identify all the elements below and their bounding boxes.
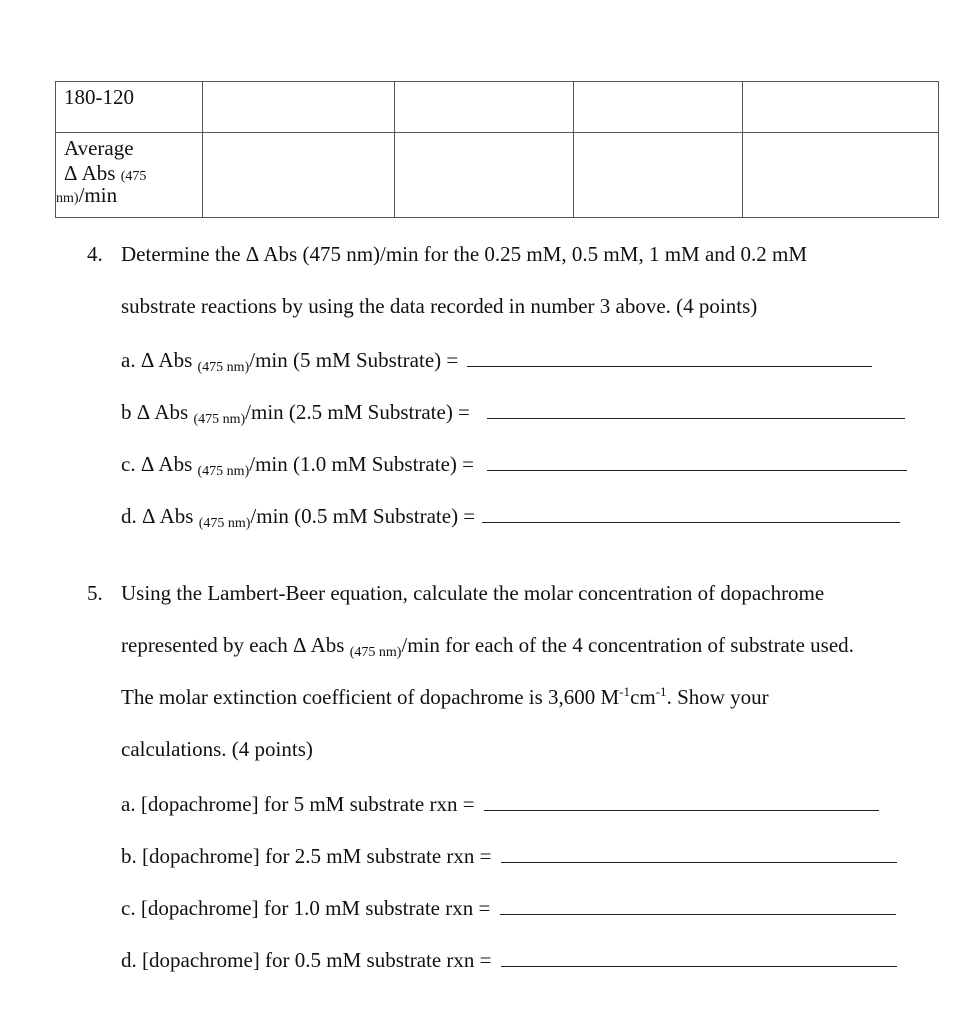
table-cell-empty[interactable] bbox=[742, 82, 938, 133]
question-5-text-line1: Using the Lambert-Beer equation, calculate the molar concentration of dopachrome bbox=[121, 581, 825, 605]
item-text: a. [dopachrome] for 5 mM substrate rxn = bbox=[121, 792, 475, 816]
table-cell-empty[interactable] bbox=[573, 133, 742, 218]
question-5-item-b bbox=[121, 840, 897, 870]
table-cell-empty[interactable] bbox=[394, 133, 573, 218]
table-cell-label bbox=[56, 82, 203, 133]
table-cell-empty[interactable] bbox=[394, 82, 573, 133]
question-5-item-a bbox=[121, 788, 879, 818]
answer-blank-5b[interactable] bbox=[501, 840, 897, 863]
item-prefix: d. Δ Abs bbox=[121, 504, 199, 528]
item-suffix: /min (2.5 mM Substrate) = bbox=[245, 400, 470, 424]
text-part: . Show your bbox=[666, 685, 769, 709]
question-4-item-d bbox=[121, 500, 900, 534]
question-5-text-line4: calculations. (4 points) bbox=[121, 737, 313, 761]
question-5-number: 5. bbox=[87, 581, 103, 605]
question-4-item-b bbox=[121, 396, 905, 430]
question-4-item-a bbox=[121, 344, 872, 378]
question-4-text-line1: Determine the Δ Abs (475 nm)/min for the 0.25 mM, 0.5 mM, 1 mM and 0.2 mM bbox=[121, 242, 808, 266]
question-5-item-c bbox=[121, 892, 896, 922]
superscript: -1 bbox=[619, 684, 631, 699]
answer-blank-5a[interactable] bbox=[484, 788, 879, 811]
per-min-text: /min bbox=[78, 183, 118, 207]
question-5-item-d bbox=[121, 944, 897, 974]
unit-part1: (475 bbox=[120, 169, 147, 184]
table-cell-empty[interactable] bbox=[573, 82, 742, 133]
question-5-text-line2 bbox=[121, 631, 854, 663]
item-prefix: b Δ Abs bbox=[121, 400, 194, 424]
question-4-number: 4. bbox=[87, 242, 103, 266]
item-suffix: /min (5 mM Substrate) = bbox=[249, 348, 459, 372]
data-table bbox=[55, 81, 939, 218]
item-text: c. [dopachrome] for 1.0 mM substrate rxn = bbox=[121, 896, 491, 920]
item-text: d. [dopachrome] for 0.5 mM substrate rxn = bbox=[121, 948, 492, 972]
text-part: /min for each of the 4 concentration of substrate used. bbox=[401, 633, 854, 657]
text-part: represented by each Δ Abs bbox=[121, 633, 350, 657]
item-unit: (475 nm) bbox=[198, 516, 251, 531]
table-row bbox=[56, 133, 939, 218]
question-5-text-line3 bbox=[121, 683, 769, 714]
answer-blank-4b[interactable] bbox=[487, 396, 905, 419]
item-prefix: a. Δ Abs bbox=[121, 348, 198, 372]
text-part: The molar extinction coefficient of dopachrome is 3,600 M bbox=[121, 685, 620, 709]
table-cell-empty[interactable] bbox=[202, 133, 394, 218]
superscript: -1 bbox=[655, 684, 667, 699]
item-unit: (475 nm) bbox=[197, 464, 250, 479]
delta-abs-text: Δ Abs bbox=[64, 161, 116, 185]
row-label-unit bbox=[56, 183, 202, 211]
text-part: cm bbox=[630, 685, 656, 709]
item-text: b. [dopachrome] for 2.5 mM substrate rxn = bbox=[121, 844, 492, 868]
answer-blank-4a[interactable] bbox=[467, 344, 872, 367]
item-suffix: /min (1.0 mM Substrate) = bbox=[249, 452, 474, 476]
row-label-average: Average bbox=[64, 136, 134, 160]
row-label-180-120: 180-120 bbox=[64, 85, 134, 109]
item-unit: (475 nm) bbox=[349, 645, 402, 660]
answer-blank-5c[interactable] bbox=[500, 892, 896, 915]
item-unit: (475 nm) bbox=[197, 360, 250, 375]
answer-blank-5d[interactable] bbox=[501, 944, 897, 967]
table-cell-empty[interactable] bbox=[742, 133, 938, 218]
item-prefix: c. Δ Abs bbox=[121, 452, 198, 476]
answer-blank-4d[interactable] bbox=[482, 500, 900, 523]
table-row bbox=[56, 82, 939, 133]
answer-blank-4c[interactable] bbox=[487, 448, 907, 471]
item-unit: (475 nm) bbox=[193, 412, 246, 427]
question-4-text-line2: substrate reactions by using the data recorded in number 3 above. (4 points) bbox=[121, 294, 758, 318]
table-cell-label bbox=[56, 133, 203, 218]
question-4-item-c bbox=[121, 448, 907, 482]
item-suffix: /min (0.5 mM Substrate) = bbox=[250, 504, 476, 528]
table-cell-empty[interactable] bbox=[202, 82, 394, 133]
unit-part2: nm) bbox=[56, 191, 79, 206]
